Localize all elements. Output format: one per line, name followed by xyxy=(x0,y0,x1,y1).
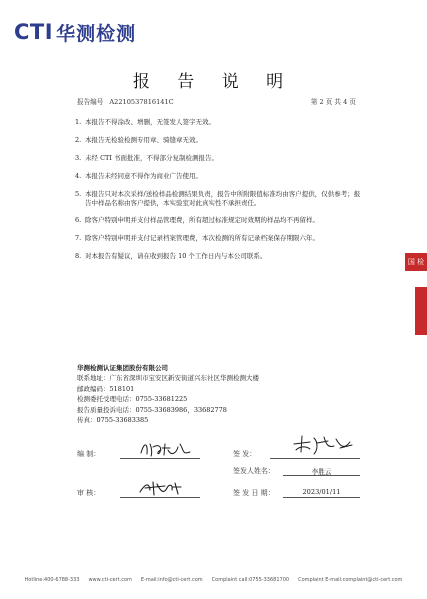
footer-complaint-call: Complaint call:0755-33681700 xyxy=(211,577,290,583)
item-text: 本报告不得涂改、增删，无签发人签字无效。 xyxy=(85,118,215,126)
page-title: 报 告 说 明 xyxy=(132,72,295,92)
report-number-value: A2210537816141C xyxy=(109,98,174,106)
company-address: 联系地址：广东省深圳市宝安区新安街道兴东社区华测检测大楼 xyxy=(77,374,259,383)
item-number: 7. xyxy=(75,234,82,243)
issue-date: 2023/01/11 xyxy=(302,488,341,496)
list-item xyxy=(75,136,361,145)
footer-web: www.cti-cert.com xyxy=(88,577,132,583)
company-fax: 传真：0755-33683385 xyxy=(77,416,149,425)
report-number-label: 报告编号 xyxy=(77,98,104,106)
issue-date-line xyxy=(283,497,360,498)
logo-cjk-text: 华测检测 xyxy=(56,22,137,45)
reviewer-signature xyxy=(137,478,185,498)
item-text: 除客户特别申明并支付样品管理费，所有超过标准规定时效期的样品均不再留样。 xyxy=(85,216,319,225)
issuer-signature xyxy=(290,432,356,458)
seal-stamp-bottom xyxy=(415,287,427,335)
footer-email: E-mail:info@cti-cert.com xyxy=(140,577,203,583)
company-contact xyxy=(77,363,259,425)
item-number: 6. xyxy=(75,216,82,225)
list-item xyxy=(75,252,361,261)
item-text: 本报告未经同意不得作为商业广告使用。 xyxy=(85,171,202,180)
company-name: 华测检测认证集团股份有限公司 xyxy=(77,364,168,372)
item-number: 1. xyxy=(75,118,82,126)
page-footer xyxy=(0,577,427,583)
item-number: 3. xyxy=(75,153,82,162)
item-text: 本报告无检验检测专用章、骑缝章无效。 xyxy=(85,135,202,144)
list-item xyxy=(75,234,361,243)
issuer-name-label: 签发人姓名： xyxy=(233,467,275,475)
item-text: 除客户特别申明并支付记录档案管理费，本次检测的所有记录档案保存期限六年。 xyxy=(85,234,319,243)
report-number xyxy=(77,96,174,106)
page-info: 第 2 页 共 4 页 xyxy=(310,98,356,106)
list-item xyxy=(75,172,361,181)
reviewer-label: 审 核： xyxy=(77,489,101,497)
compiler-signature xyxy=(138,438,198,460)
footer-complaint-email: Complaint E-mail:complaint@cti-cert.com xyxy=(298,577,403,583)
company-logo xyxy=(14,20,136,44)
footer-hotline: Hotline:400-6788-333 xyxy=(24,577,80,583)
notice-list xyxy=(75,118,361,270)
item-text: 对本报告有疑议，请在收到报告 10 个工作日内与本公司联系。 xyxy=(85,252,267,261)
item-number: 4. xyxy=(75,171,82,180)
list-item xyxy=(75,118,361,127)
item-number: 2. xyxy=(75,135,82,144)
complaint-phone: 检测委托受理电话：0755-33681225 xyxy=(77,395,188,404)
item-number: 8. xyxy=(75,252,82,261)
item-text: 本报告只对本次采样/送检样品检测结果负责，报告中所附限值标准均由客户提供，仅供参考；报告中样品名称由客户提供，本实验室对此真实性不承担责任。 xyxy=(85,189,361,207)
issuer-label: 签 发： xyxy=(233,450,257,458)
issuer-name: 李胜云 xyxy=(311,468,332,476)
issuer-line xyxy=(270,458,360,459)
stamp-text: 国 检 xyxy=(407,258,425,266)
logo-latin-text: CTI xyxy=(14,20,54,44)
company-postcode: 邮政编码：518101 xyxy=(77,384,135,393)
list-item xyxy=(75,216,361,225)
quality-phone: 报告质量投诉电话：0755-33683986，33682778 xyxy=(77,405,227,414)
list-item xyxy=(75,154,361,163)
compiler-label: 编 制： xyxy=(77,450,101,458)
seal-stamp-top xyxy=(405,253,427,271)
item-text: 未经 CTI 书面批准，不得部分复制检测报告。 xyxy=(85,153,219,162)
issue-date-label: 签 发 日 期： xyxy=(233,489,275,497)
list-item xyxy=(75,190,361,208)
item-number: 5. xyxy=(75,189,82,198)
